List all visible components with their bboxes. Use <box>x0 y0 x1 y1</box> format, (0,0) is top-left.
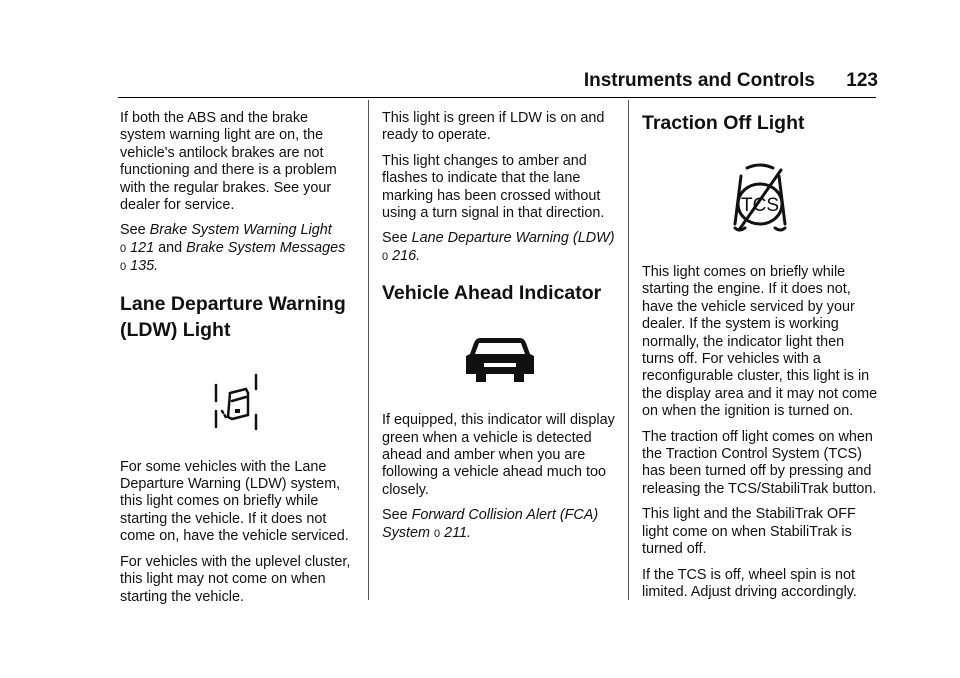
column-2 <box>382 110 618 551</box>
lane-departure-icon <box>208 371 268 435</box>
and-label: and <box>158 239 183 256</box>
page-arrow-icon: 0 <box>382 250 389 263</box>
traction-paragraph-1: This light comes on briefly while starting the engine. If it does not, have the vehicle serviced by your dealer. If the system is working normally, the indicator light then turns off. For vehicles with a reconfigurable cluster, this light is in the display area and it may not come on when the ignition is turned on. <box>642 264 878 420</box>
fca-see-reference <box>382 507 618 543</box>
ref-link-fca[interactable]: Forward Collision Alert (FCA) System <box>382 507 599 541</box>
column-divider-2 <box>628 100 629 600</box>
page-number: 123 <box>846 70 878 91</box>
ref-page-135[interactable]: 135. <box>130 258 159 275</box>
ref-page-216[interactable]: 216. <box>392 247 421 264</box>
vehicle-ahead-paragraph: If equipped, this indicator will display green when a vehicle is detected ahead and amber when you are following a vehicle ahead much too closely. <box>382 412 615 498</box>
page-arrow-icon: 0 <box>433 527 441 540</box>
abs-brake-paragraph: If both the ABS and the brake system warning light are on, the vehicle's antilock brakes are not functioning and there is a problem with the regular brakes. See your dealer for service. <box>120 110 337 214</box>
column-1 <box>120 110 356 614</box>
ldw-green-paragraph: This light is green if LDW is on and ready to operate. <box>382 110 605 144</box>
vehicle-ahead-icon <box>462 334 538 386</box>
traction-paragraph-3: This light and the StabiliTrak OFF light come on when StabiliTrak is turned off. <box>642 506 856 558</box>
tcs-icon-text: TCS <box>741 195 779 216</box>
column-divider-1 <box>368 100 369 600</box>
column-3 <box>642 110 878 609</box>
see-label: See <box>382 230 408 247</box>
page-arrow-icon: 0 <box>120 242 127 255</box>
section-heading-vehicle-ahead: Vehicle Ahead Indicator <box>382 282 602 305</box>
section-heading-traction-off: Traction Off Light <box>642 112 805 134</box>
header-rule <box>118 97 876 98</box>
brake-see-reference <box>120 222 356 276</box>
ldw-paragraph-2: For vehicles with the uplevel cluster, this light may not come on when starting the vehicle. <box>120 553 351 605</box>
page-arrow-icon: 0 <box>120 261 127 274</box>
ref-link-ldw[interactable]: Lane Departure Warning (LDW) <box>411 230 615 247</box>
traction-paragraph-4: If the TCS is off, wheel spin is not limited. Adjust driving accordingly. <box>642 566 857 600</box>
traction-paragraph-2: The traction off light comes on when the Traction Control System (TCS) has been turned off by pressing and releasing the TCS/StabiliTrak button. <box>642 428 877 497</box>
section-heading-ldw: Lane Departure Warning (LDW) Light <box>120 292 346 341</box>
header-title: Instruments and Controls <box>583 70 815 91</box>
see-label: See <box>382 507 408 524</box>
traction-off-icon <box>725 158 795 242</box>
ldw-amber-paragraph: This light changes to amber and flashes to indicate that the lane marking has been crossed without using a turn signal in that direction. <box>382 152 605 222</box>
see-label: See <box>120 222 146 239</box>
ref-page-211[interactable]: 211. <box>444 524 472 541</box>
ldw-paragraph-1: For some vehicles with the Lane Departure Warning (LDW) system, this light comes on briefly while starting the vehicle. If it does not come on, have the vehicle serviced. <box>120 458 349 545</box>
ldw-see-reference <box>382 230 618 266</box>
ref-link-brake-warning[interactable]: Brake System Warning Light <box>149 222 332 239</box>
ref-link-brake-messages[interactable]: Brake System Messages <box>186 239 346 256</box>
ref-page-121[interactable]: 121 <box>130 239 155 256</box>
